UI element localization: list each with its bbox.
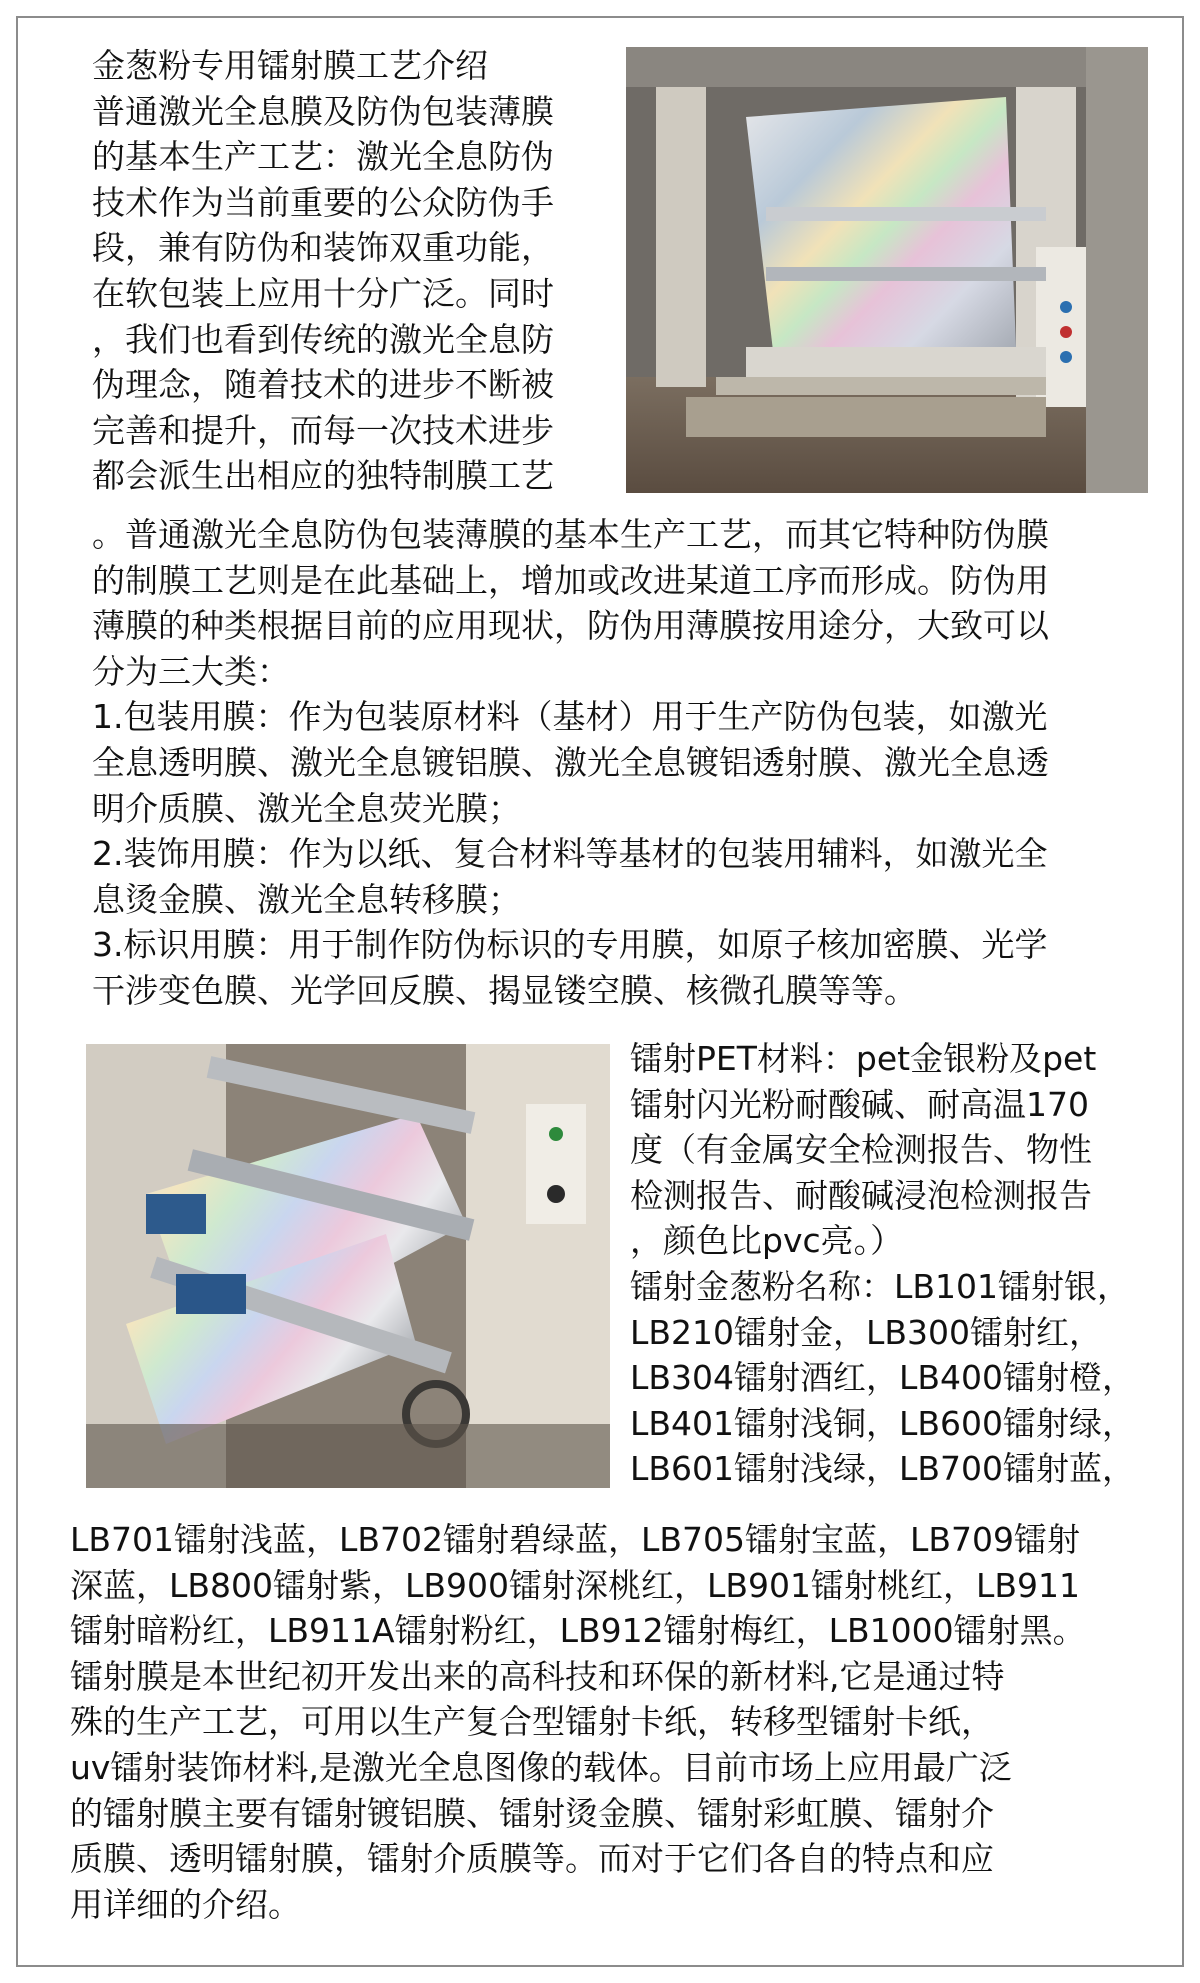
pet-material-block — [630, 1036, 1135, 1492]
process-description-block — [92, 512, 1049, 1014]
text-line: LB304镭射酒红，LB400镭射橙， — [630, 1358, 1136, 1398]
text-line: LB401镭射浅铜，LB600镭射绿， — [630, 1403, 1136, 1443]
text-line: 镭射闪光粉耐酸碱、耐高温170 — [630, 1084, 1089, 1124]
text-line: 伪理念，随着技术的进步不断被 — [92, 365, 554, 405]
text-line: LB701镭射浅蓝，LB702镭射碧绿蓝，LB705镭射宝蓝，LB709镭射 — [70, 1520, 1081, 1559]
text-line: 全息透明膜、激光全息镀铝膜、激光全息镀铝透射膜、激光全息透 — [92, 742, 1049, 782]
text-line: 的基本生产工艺：激光全息防伪 — [92, 137, 554, 177]
text-line: 质膜、透明镭射膜，镭射介质膜等。而对于它们各自的特点和应 — [70, 1839, 994, 1879]
text-line: 干涉变色膜、光学回反膜、揭显镂空膜、核微孔膜等等。 — [92, 970, 917, 1010]
text-line: 分为三大类： — [92, 651, 290, 691]
text-line: 镭射PET材料：pet金银粉及pet — [630, 1039, 1097, 1078]
article-title: 金葱粉专用镭射膜工艺介绍 — [92, 46, 488, 85]
text-line: 检测报告、耐酸碱浸泡检测报告 — [630, 1175, 1092, 1215]
text-line: 1.包装用膜：作为包装原材料（基材）用于生产防伪包装，如激光 — [92, 697, 1048, 737]
text-line: 在软包装上应用十分广泛。同时 — [92, 273, 554, 313]
text-line: 段，兼有防伪和装饰双重功能， — [92, 228, 554, 268]
text-line: 殊的生产工艺，可用以生产复合型镭射卡纸，转移型镭射卡纸， — [70, 1702, 994, 1742]
text-line: 技术作为当前重要的公众防伪手 — [92, 182, 554, 222]
text-line: 的镭射膜主要有镭射镀铝膜、镭射烫金膜、镭射彩虹膜、镭射介 — [70, 1793, 994, 1833]
text-line: 3.标识用膜：用于制作防伪标识的专用膜，如原子核加密膜、光学 — [92, 925, 1048, 965]
laser-film-machine-photo — [626, 47, 1148, 493]
text-line: 深蓝，LB800镭射紫，LB900镭射深桃红，LB901镭射桃红，LB911 — [70, 1565, 1081, 1605]
text-line: ，我们也看到传统的激光全息防 — [92, 319, 554, 359]
text-line: 镭射暗粉红，LB911A镭射粉红，LB912镭射梅红，LB1000镭射黑。 — [70, 1611, 1086, 1651]
text-line: uv镭射装饰材料,是激光全息图像的载体。目前市场上应用最广泛 — [70, 1747, 1012, 1787]
text-line: 完善和提升，而每一次技术进步 — [92, 410, 554, 450]
text-line: LB210镭射金，LB300镭射红， — [630, 1312, 1103, 1352]
text-line: 。普通激光全息防伪包装薄膜的基本生产工艺，而其它特种防伪膜 — [92, 515, 1049, 554]
text-line: 2.装饰用膜：作为以纸、复合材料等基材的包装用辅料，如激光全 — [92, 834, 1048, 874]
laser-film-description-block — [70, 1517, 1086, 1927]
text-line: 镭射膜是本世纪初开发出来的高科技和环保的新材料,它是通过特 — [70, 1656, 1005, 1696]
text-line: 都会派生出相应的独特制膜工艺 — [92, 456, 554, 496]
text-line: 普通激光全息膜及防伪包装薄膜 — [92, 91, 554, 131]
text-line: LB601镭射浅绿，LB700镭射蓝， — [630, 1449, 1136, 1489]
text-line: 息烫金膜、激光全息转移膜； — [92, 879, 521, 919]
text-line: ，颜色比pvc亮。） — [630, 1221, 904, 1261]
text-line: 明介质膜、激光全息荧光膜； — [92, 788, 521, 828]
text-line: 度（有金属安全检测报告、物性 — [630, 1130, 1092, 1170]
text-line: 用详细的介绍。 — [70, 1884, 301, 1924]
text-line: 镭射金葱粉名称：LB101镭射银， — [630, 1266, 1131, 1306]
text-line: 薄膜的种类根据目前的应用现状，防伪用薄膜按用途分，大致可以 — [92, 606, 1049, 646]
text-line: 的制膜工艺则是在此基础上，增加或改进某道工序而形成。防伪用 — [92, 560, 1049, 600]
intro-text-block — [92, 43, 554, 499]
holographic-film-rollers-photo — [86, 1044, 610, 1488]
